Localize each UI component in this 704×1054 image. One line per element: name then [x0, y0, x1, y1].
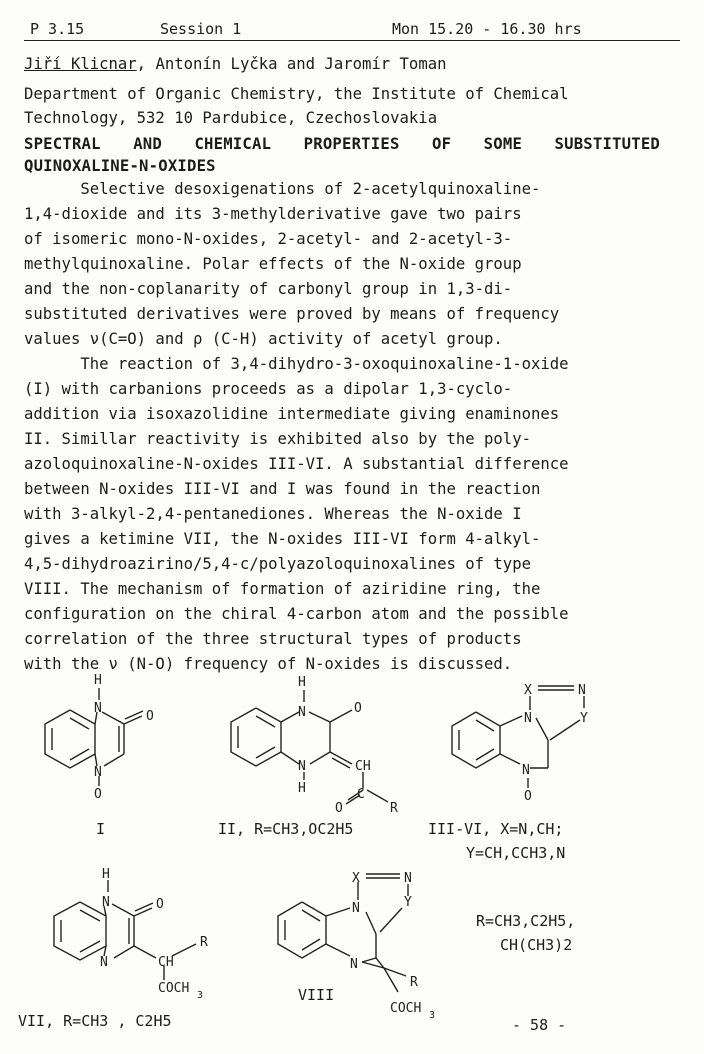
svg-text:X: X	[524, 683, 532, 698]
body-line: substituted derivatives were proved by means of frequency	[24, 305, 560, 323]
session-time: Mon 15.20 - 16.30 hrs	[392, 20, 582, 38]
svg-text:N: N	[524, 711, 532, 726]
body-line: (I) with carbanions proceeds as a dipolar 1,3-cyclo-	[24, 380, 513, 398]
poster-id: P 3.15	[30, 20, 85, 38]
svg-text:N: N	[102, 895, 110, 910]
svg-text:Y: Y	[580, 711, 588, 726]
svg-text:H: H	[94, 673, 102, 688]
structure-label: Y=CH,CCH3,N	[466, 844, 566, 862]
substituent-definition: CH(CH3)2	[500, 936, 573, 954]
body-line: II. Simillar reactivity is exhibited also by the poly-	[24, 430, 531, 448]
svg-text:COCH: COCH	[390, 1001, 422, 1016]
body-line: of isomeric mono-N-oxides, 2-acetyl- and 2-acetyl-3-	[24, 230, 513, 248]
svg-text:X: X	[352, 871, 360, 886]
svg-text:C: C	[357, 787, 365, 802]
body-line: 4,5-dihydroazirino/5,4-c/polyazoloquinoxalines of type	[24, 555, 531, 573]
body-line: with 3-alkyl-2,4-pentanediones. Whereas the N-oxide I	[24, 505, 522, 523]
svg-text:N: N	[298, 705, 306, 720]
body-line: between N-oxides III-VI and I was found in the reaction	[24, 480, 541, 498]
svg-text:N: N	[94, 701, 102, 716]
svg-text:O: O	[354, 701, 362, 716]
body-line: and the non-coplanarity of carbonyl group in 1,3-di-	[24, 280, 513, 298]
body-line: VIII. The mechanism of formation of aziridine ring, the	[24, 580, 541, 598]
svg-text:COCH: COCH	[158, 981, 190, 996]
body-line: with the ν (N-O) frequency of N-oxides is discussed.	[24, 655, 513, 673]
body-line: 1,4-dioxide and its 3-methylderivative gave two pairs	[24, 205, 522, 223]
svg-text:N: N	[404, 871, 412, 886]
page-number: - 58 -	[512, 1016, 567, 1034]
svg-text:N: N	[94, 765, 102, 780]
svg-text:N: N	[350, 957, 358, 972]
body-line: correlation of the three structural types of products	[24, 630, 522, 648]
svg-text:O: O	[146, 709, 154, 724]
body-line: configuration on the chiral 4-carbon atom and the possible	[24, 605, 569, 623]
structure-label: III-VI, X=N,CH;	[428, 820, 564, 838]
svg-text:Y: Y	[404, 895, 412, 910]
presenting-author: Jiří Klicnar	[24, 55, 137, 73]
svg-text:R: R	[390, 801, 398, 816]
svg-text:N: N	[522, 763, 530, 778]
svg-text:3: 3	[197, 990, 204, 1001]
svg-text:R: R	[200, 935, 208, 950]
body-line: The reaction of 3,4-dihydro-3-oxoquinoxaline-1-oxide	[24, 355, 569, 373]
body-line: azoloquinoxaline-N-oxides III-VI. A substantial difference	[24, 455, 569, 473]
svg-text:R: R	[410, 975, 418, 990]
structure-label: II, R=CH3,OC2H5	[218, 820, 354, 838]
svg-text:CH: CH	[158, 955, 174, 970]
body-line: addition via isoxazolidine intermediate giving enaminones	[24, 405, 560, 423]
svg-text:H: H	[102, 867, 110, 882]
svg-text:O: O	[335, 801, 343, 816]
co-authors: , Antonín Lyčka and Jaromír Toman	[136, 55, 447, 73]
svg-text:H: H	[298, 675, 306, 690]
svg-text:O: O	[94, 787, 102, 802]
structure-label: VII, R=CH3 , C2H5	[18, 1012, 172, 1030]
svg-text:N: N	[298, 759, 306, 774]
svg-text:N: N	[100, 955, 108, 970]
body-line: methylquinoxaline. Polar effects of the N-oxide group	[24, 255, 522, 273]
paper-title: QUINOXALINE-N-OXIDES	[24, 157, 216, 175]
affiliation-line: Department of Organic Chemistry, the Institute of Chemical	[24, 85, 569, 103]
svg-text:N: N	[578, 683, 586, 698]
svg-text:O: O	[156, 897, 164, 912]
affiliation-line: Technology, 532 10 Pardubice, Czechoslovakia	[24, 109, 438, 127]
structure-label: I	[96, 820, 106, 838]
body-line: Selective desoxigenations of 2-acetylquinoxaline-	[24, 180, 541, 198]
session-label: Session 1	[160, 20, 242, 38]
substituent-definition: R=CH3,C2H5,	[476, 912, 576, 930]
svg-text:3: 3	[429, 1010, 436, 1021]
paper-title: SPECTRAL AND CHEMICAL PROPERTIES OF SOME SUBSTITUTED	[24, 135, 660, 153]
body-line: values ν(C=O) and ρ (C-H) activity of acetyl group.	[24, 330, 503, 348]
svg-text:N: N	[352, 901, 360, 916]
body-line: gives a ketimine VII, the N-oxides III-VI form 4-alkyl-	[24, 530, 541, 548]
svg-text:O: O	[524, 789, 532, 804]
structure-label: VIII	[298, 986, 335, 1004]
svg-text:CH: CH	[355, 759, 371, 774]
svg-text:H: H	[298, 781, 306, 796]
